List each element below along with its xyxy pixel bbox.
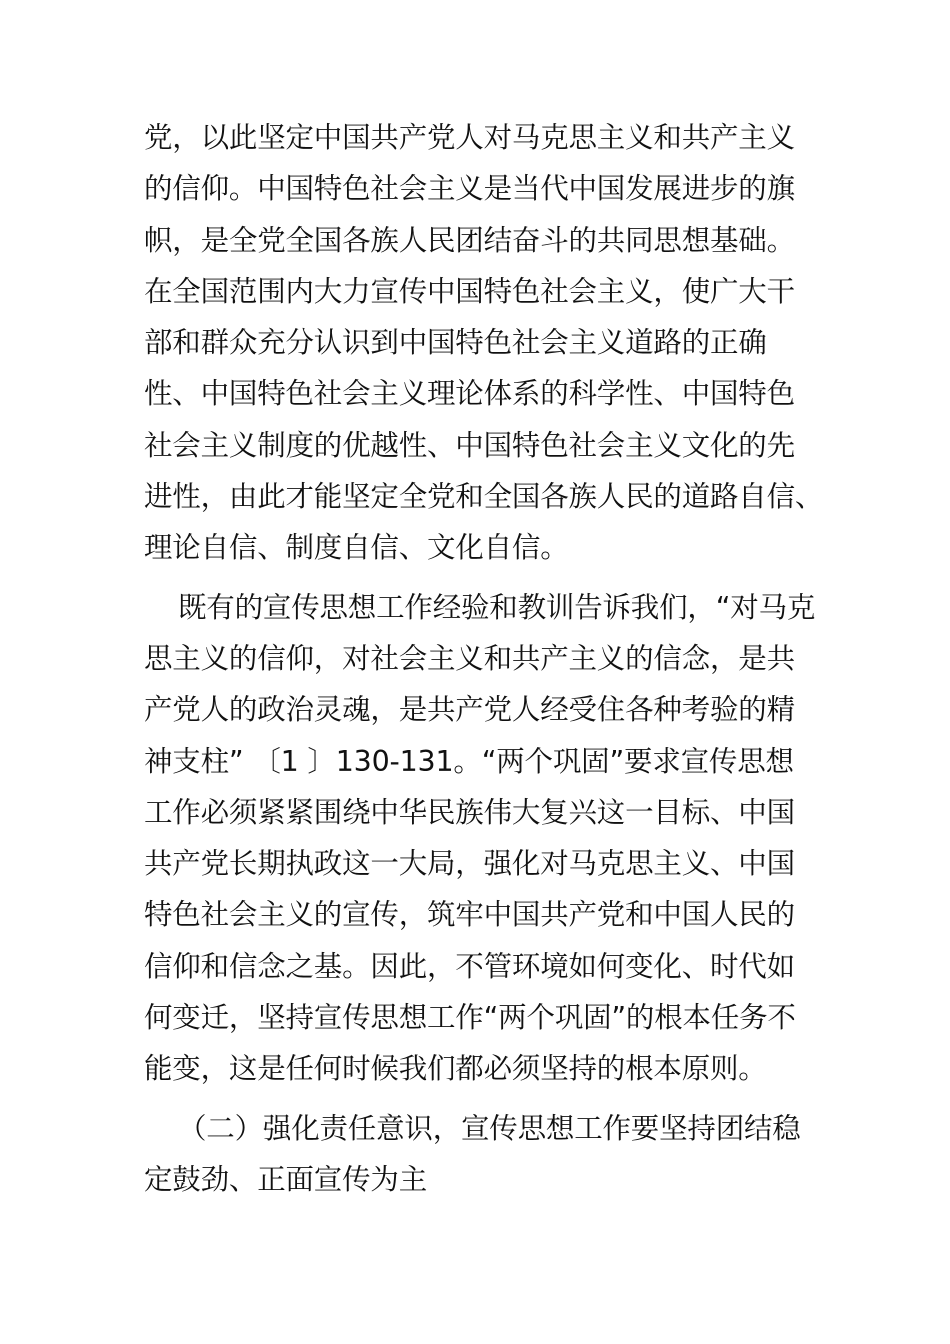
text-line: 部和群众充分认识到中国特色社会主义道路的正确 [144, 326, 767, 360]
text-line: 的信仰。中国特色社会主义是当代中国发展进步的旗 [144, 172, 795, 206]
text-line: 神支柱” 〔1 〕130-131。“两个巩固”要求宣传思想 [144, 744, 794, 778]
text-line: 工作必须紧紧围绕中华民族伟大复兴这一目标、中国 [144, 795, 795, 829]
text-line: 既有的宣传思想工作经验和教训告诉我们，“对马克 [178, 590, 816, 624]
text-line: 帜，是全党全国各族人民团结奋斗的共同思想基础。 [144, 223, 795, 257]
text-line: 产党人的政治灵魂，是共产党人经受住各种考验的精 [144, 693, 795, 727]
paragraph-socialism-confidence [144, 112, 824, 574]
section-heading [144, 1103, 810, 1206]
document-body [144, 112, 824, 1205]
text-line: 党，以此坚定中国共产党人对马克思主义和共产主义 [144, 121, 795, 154]
text-line: 能变，这是任何时候我们都必须坚持的根本原则。 [144, 1052, 767, 1086]
text-line: （二）强化责任意识，宣传思想工作要坚持团结稳 [178, 1111, 801, 1145]
text-line: 何变迁，坚持宣传思想工作“两个巩固”的根本任务不 [144, 1001, 796, 1035]
text-line: 在全国范围内大力宣传中国特色社会主义，使广大干 [144, 274, 795, 308]
text-line: 特色社会主义的宣传，筑牢中国共产党和中国人民的 [144, 898, 795, 932]
text-line: 信仰和信念之基。因此，不管环境如何变化、时代如 [144, 949, 795, 983]
text-line: 定鼓劲、正面宣传为主 [144, 1162, 428, 1196]
paragraph-two-consolidations [144, 582, 816, 1095]
text-line: 思主义的信仰，对社会主义和共产主义的信念，是共 [144, 641, 795, 675]
text-line: 性、中国特色社会主义理论体系的科学性、中国特色 [144, 377, 795, 411]
paragraph-spacer [144, 574, 810, 582]
paragraph-spacer [144, 1095, 810, 1103]
text-line: 进性，由此才能坚定全党和全国各族人民的道路自信、 [144, 480, 824, 514]
text-line: 理论自信、制度自信、文化自信。 [144, 531, 569, 565]
text-line: 社会主义制度的优越性、中国特色社会主义文化的先 [144, 428, 795, 462]
text-line: 共产党长期执政这一大局，强化对马克思主义、中国 [144, 847, 795, 881]
